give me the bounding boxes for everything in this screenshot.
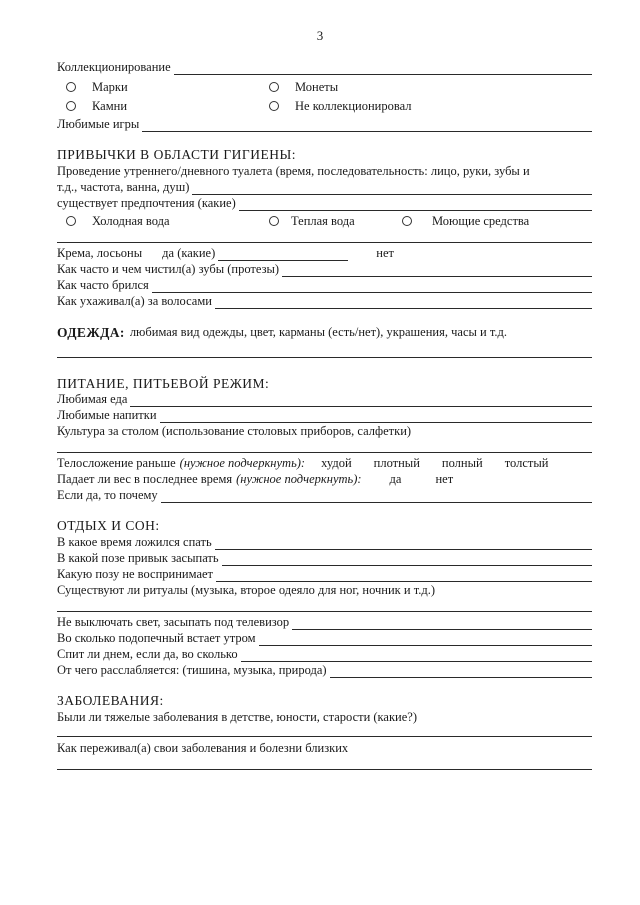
creams-yes: да (какие) bbox=[162, 246, 216, 260]
light-row: Не выключать свет, засыпать под телевизор bbox=[57, 615, 592, 630]
prefs-field[interactable] bbox=[239, 198, 592, 211]
collecting-field[interactable] bbox=[174, 62, 592, 75]
hygiene-prefs-row bbox=[57, 196, 592, 211]
creams-which-field[interactable] bbox=[218, 248, 348, 261]
build-full[interactable]: полный bbox=[441, 456, 483, 470]
clothing-row bbox=[57, 325, 592, 340]
radio-circle-icon[interactable] bbox=[269, 216, 279, 226]
rituals-row: Существуют ли ритуалы (музыка, второе одеяло для ног, ночник и т.д.) bbox=[57, 583, 435, 597]
shave-field[interactable] bbox=[152, 280, 592, 293]
bedtime-row: В какое время ложился спать bbox=[57, 535, 592, 550]
option-stamps[interactable]: Марки bbox=[66, 80, 128, 95]
severe-row: Были ли тяжелые заболевания в детстве, юности, старости (какие?) bbox=[57, 710, 418, 724]
clothing-text: любимая вид одежды, цвет, карманы (есть/нет), украшения, часы и т.д. bbox=[129, 325, 507, 339]
coping-blank-line[interactable] bbox=[57, 769, 592, 770]
radio-circle-icon[interactable] bbox=[66, 82, 76, 92]
shave-row: Как часто брился bbox=[57, 278, 592, 293]
wake-row: Во сколько подопечный встает утром bbox=[57, 631, 592, 646]
food-field[interactable] bbox=[130, 394, 592, 407]
prefs-label: существует предпочтения (какие) bbox=[57, 196, 236, 210]
option-stones[interactable]: Камни bbox=[66, 99, 127, 114]
culture-row: Культура за столом (использование столовых приборов, салфетки) bbox=[57, 424, 412, 438]
option-detergents[interactable]: Моющие средства bbox=[402, 214, 529, 229]
culture-blank-line[interactable] bbox=[57, 452, 592, 453]
option-cold-water[interactable]: Холодная вода bbox=[66, 214, 170, 229]
hygiene-heading: ПРИВЫЧКИ В ОБЛАСТИ ГИГИЕНЫ: bbox=[57, 147, 296, 162]
no-pose-row: Какую позу не воспринимает bbox=[57, 567, 592, 582]
collecting-label: Коллекционирование bbox=[57, 60, 171, 74]
pose-field[interactable] bbox=[222, 553, 592, 566]
radio-circle-icon[interactable] bbox=[269, 101, 279, 111]
creams-label: Крема, лосьоны bbox=[57, 246, 143, 260]
hygiene-line2: т.д., частота, ванна, душ) bbox=[57, 180, 592, 195]
creams-no: нет bbox=[376, 246, 394, 260]
nap-row: Спит ли днем, если да, во сколько bbox=[57, 647, 592, 662]
food-row: Любимая еда bbox=[57, 392, 592, 407]
radio-circle-icon[interactable] bbox=[66, 101, 76, 111]
hair-row: Как ухаживал(а) за волосами bbox=[57, 294, 592, 309]
severe-blank-line[interactable] bbox=[57, 736, 592, 737]
relax-field[interactable] bbox=[330, 665, 592, 678]
radio-circle-icon[interactable] bbox=[269, 82, 279, 92]
drinks-row: Любимые напитки bbox=[57, 408, 592, 423]
teeth-field[interactable] bbox=[282, 264, 592, 277]
diseases-heading: ЗАБОЛЕВАНИЯ: bbox=[57, 693, 164, 708]
why-field[interactable] bbox=[161, 490, 592, 503]
build-solid[interactable]: плотный bbox=[373, 456, 420, 470]
radio-circle-icon[interactable] bbox=[66, 216, 76, 226]
rest-heading: ОТДЫХ И СОН: bbox=[57, 518, 160, 533]
clothing-blank-line[interactable] bbox=[57, 357, 592, 358]
wake-field[interactable] bbox=[259, 633, 592, 646]
collecting-row bbox=[57, 60, 592, 75]
games-label: Любимые игры bbox=[57, 117, 140, 131]
page-number: 3 bbox=[316, 28, 324, 43]
relax-row: От чего расслабляется: (тишина, музыка, природа) bbox=[57, 663, 592, 678]
hygiene-routine-field[interactable] bbox=[192, 182, 592, 195]
bedtime-field[interactable] bbox=[215, 537, 592, 550]
hair-field[interactable] bbox=[215, 296, 592, 309]
option-coins[interactable]: Монеты bbox=[269, 80, 338, 95]
option-warm-water[interactable]: Теплая вода bbox=[269, 214, 355, 229]
pose-row: В какой позе привык засыпать bbox=[57, 551, 592, 566]
nutrition-heading: ПИТАНИЕ, ПИТЬЕВОЙ РЕЖИМ: bbox=[57, 376, 270, 391]
teeth-row: Как часто и чем чистил(а) зубы (протезы) bbox=[57, 262, 592, 277]
build-row: Телосложение раньше (нужное подчеркнуть): худой плотный полный толстый bbox=[57, 456, 549, 470]
creams-row bbox=[57, 246, 592, 261]
why-row: Если да, то почему bbox=[57, 488, 592, 503]
build-thin[interactable]: худой bbox=[321, 456, 352, 470]
light-field[interactable] bbox=[292, 617, 592, 630]
no-pose-field[interactable] bbox=[216, 569, 592, 582]
drinks-field[interactable] bbox=[160, 410, 592, 423]
weight-yes[interactable]: да bbox=[389, 472, 402, 486]
build-fat[interactable]: толстый bbox=[504, 456, 549, 470]
radio-circle-icon[interactable] bbox=[402, 216, 412, 226]
option-no-collecting[interactable]: Не коллекционировал bbox=[269, 99, 411, 114]
games-field[interactable] bbox=[142, 119, 592, 132]
weight-no[interactable]: нет bbox=[435, 472, 454, 486]
rituals-blank-line[interactable] bbox=[57, 611, 592, 612]
hygiene-line1: Проведение утреннего/дневного туалета (время, последовательность: лицо, руки, зубы и bbox=[57, 164, 530, 178]
games-row bbox=[57, 117, 592, 132]
nap-field[interactable] bbox=[241, 649, 592, 662]
clothing-heading: ОДЕЖДА: bbox=[57, 325, 125, 340]
coping-row: Как переживал(а) свои заболевания и болезни близких bbox=[57, 741, 349, 755]
weight-row: Падает ли вес в последнее время (нужное подчеркнуть): да нет bbox=[57, 472, 454, 486]
hygiene-blank-line[interactable] bbox=[57, 242, 592, 243]
